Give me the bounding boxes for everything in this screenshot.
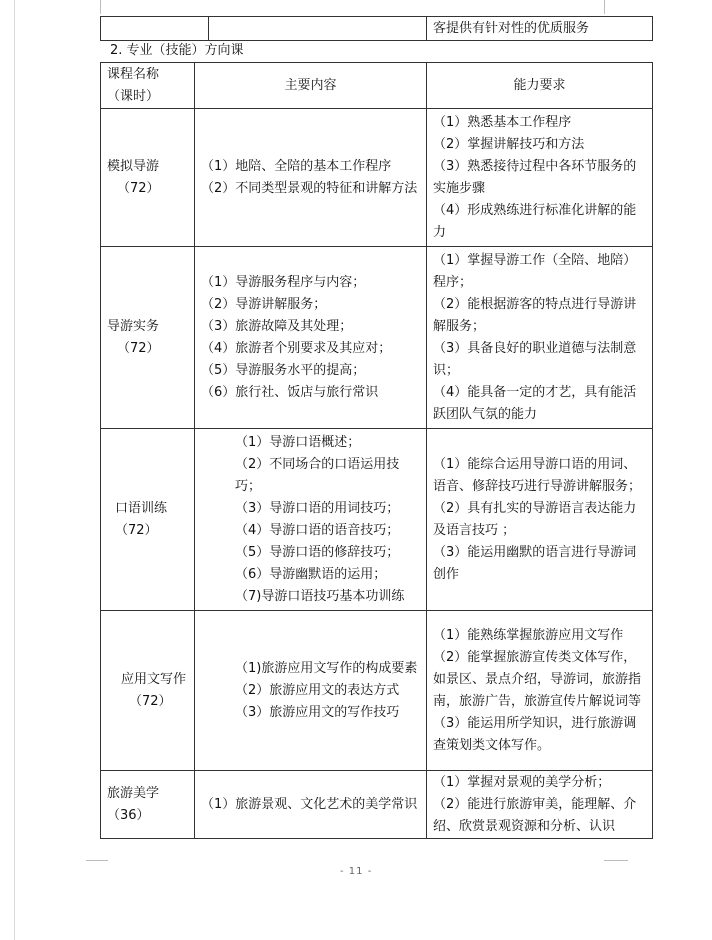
content-cell: （1）导游口语概述； （2）不同场合的口语运用技巧； （3）导游口语的用词技巧； （4）导游口语的语音技巧； （5）导游口语的修辞技巧； （6）导游幽默语的运用； （7)导游口语技巧基本功训练 bbox=[195, 429, 427, 611]
footer-rule-right bbox=[604, 860, 628, 861]
content-cell: （1）导游服务程序与内容； （2）导游讲解服务； （3）旅游故障及其处理； （4）旅游者个别要求及其应对； （5）导游服务水平的提高； （6）旅行社、饭店与旅行常识 bbox=[195, 247, 427, 429]
header-course-name: 课程名称 （课时） bbox=[101, 63, 195, 109]
requirement-cell: （1）掌握对景观的美学分析； （2）能进行旅游审美，能理解、介绍、欣赏景观资源和分析、认识 bbox=[427, 771, 653, 839]
course-name-cell: 导游实务 （72） bbox=[101, 247, 195, 429]
table-row bbox=[101, 429, 653, 611]
requirement-cell: （1）掌握导游工作（全陪、地陪）程序； （2）能根据游客的特点进行导游讲解服务； （3）具备良好的职业道德与法制意识； （4）能具备一定的才艺，具有能活跃团队气氛的能力 bbox=[427, 247, 653, 429]
course-name-cell: 旅游美学 （36） bbox=[101, 771, 195, 839]
previous-row-text: 客提供有针对性的优质服务 bbox=[427, 17, 653, 41]
course-name-cell: 口语训练 （72） bbox=[101, 429, 195, 611]
content-cell: （1）旅游景观、文化艺术的美学常识 bbox=[195, 771, 427, 839]
page-number: - 11 - bbox=[340, 866, 373, 877]
requirement-cell: （1）能综合运用导游口语的用词、语音、修辞技巧进行导游讲解服务； （2）具有扎实的导游语言表达能力及语言技巧 ； （3）能运用幽默的语言进行导游词创作 bbox=[427, 429, 653, 611]
course-name-cell: 模拟导游 （72） bbox=[101, 109, 195, 247]
content-cell: （1)旅游应用文写作的构成要素 （2）旅游应用文的表达方式 （3）旅游应用文的写作技巧 bbox=[195, 611, 427, 771]
content-cell: （1）地陪、全陪的基本工作程序 （2）不同类型景观的特征和讲解方法 bbox=[195, 109, 427, 247]
section-heading: 2. 专业（技能）方向课 bbox=[110, 43, 244, 58]
header-content: 主要内容 bbox=[195, 63, 427, 109]
header-requirement: 能力要求 bbox=[427, 63, 653, 109]
course-name-cell: 应用文写作 （72） bbox=[101, 611, 195, 771]
requirement-cell: （1）能熟练掌握旅游应用文写作 （2）能掌握旅游宣传类文体写作，如景区、景点介绍，导游词，旅游指南，旅游广告，旅游宣传片解说词等 （3）能运用所学知识，进行旅游调查策划类文体写作。 bbox=[427, 611, 653, 771]
table-row bbox=[101, 247, 653, 429]
requirement-cell: （1）熟悉基本工作程序 （2）掌握讲解技巧和方法 （3）熟悉接待过程中各环节服务的实施步骤 （4）形成熟练进行标准化讲解的能力 bbox=[427, 109, 653, 247]
table-row bbox=[101, 109, 653, 247]
table-header-row bbox=[101, 63, 653, 109]
footer-rule-left bbox=[86, 860, 108, 861]
previous-table-fragment bbox=[100, 16, 653, 41]
table-row bbox=[101, 771, 653, 839]
table-row bbox=[101, 611, 653, 771]
course-table bbox=[100, 62, 653, 839]
